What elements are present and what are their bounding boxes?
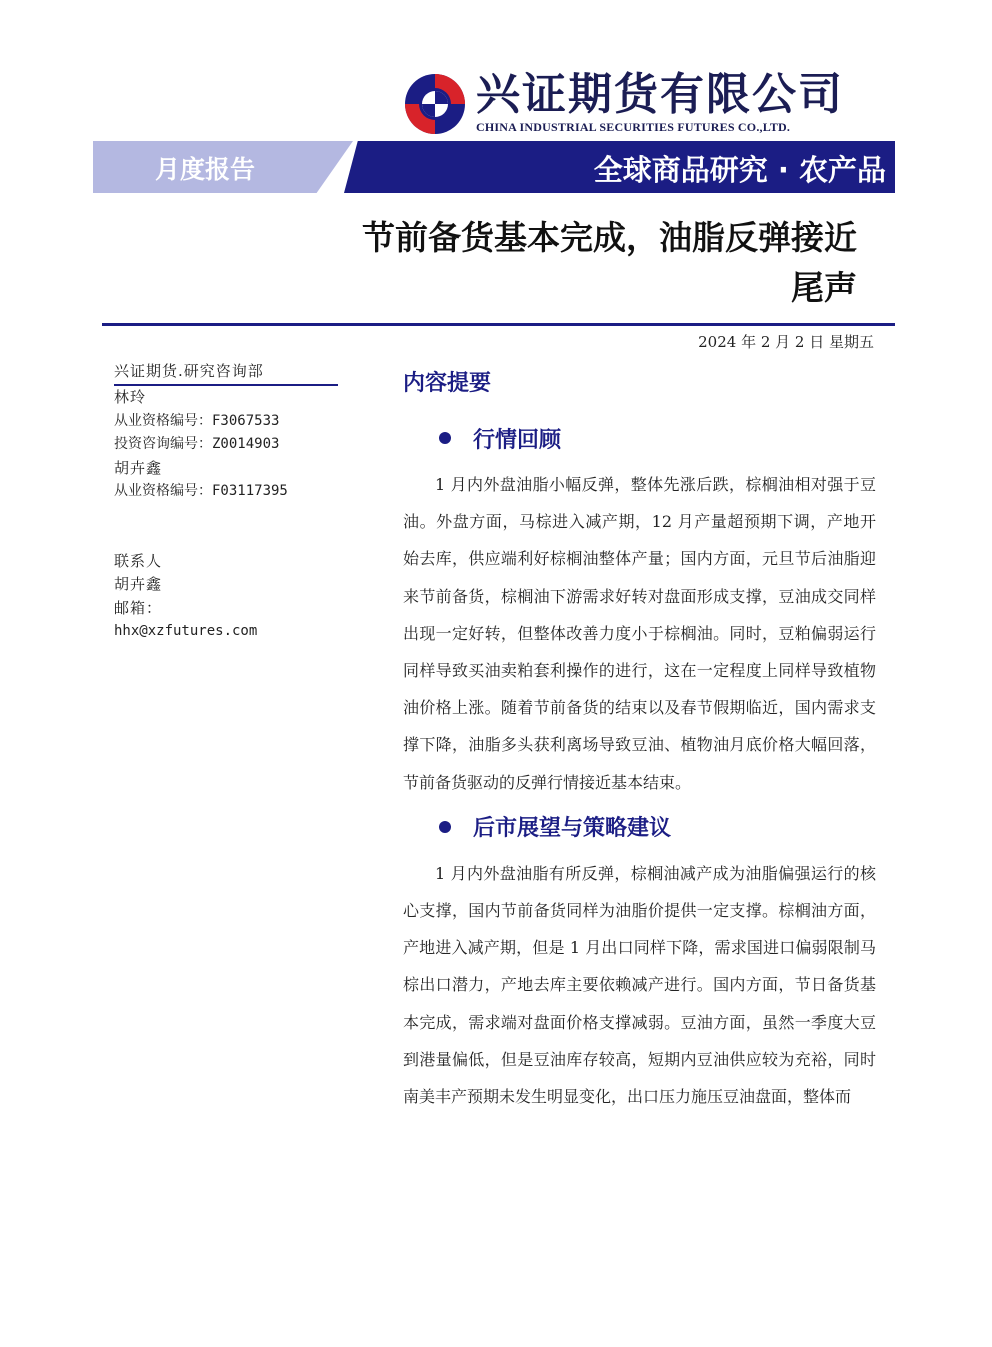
document-title (257, 213, 857, 313)
qualification-number: 从业资格编号：F3067533 (114, 412, 280, 429)
section-title: 行情回顾 (473, 427, 562, 453)
section-heading (403, 416, 876, 460)
section-title: 后市展望与策略建议 (473, 816, 672, 842)
qualification-number: 从业资格编号：F03117395 (114, 483, 288, 499)
main-content (403, 366, 876, 1115)
section-heading (403, 805, 876, 849)
title-line: 尾声 (791, 268, 857, 307)
company-name-en: CHINA INDUSTRIAL SECURITIES FUTURES CO.,LTD. (476, 120, 791, 134)
contact-label: 联系人 (114, 551, 163, 570)
department-name: 兴证期货.研究咨询部 (114, 360, 338, 386)
author-name: 林玲 (114, 388, 147, 406)
email-link[interactable]: hhx@xzfutures.com (114, 623, 258, 639)
contact-name: 胡卉鑫 (114, 575, 163, 593)
company-name-cn: 兴证期货有限公司 (476, 69, 844, 120)
xingzheng-logo-icon (403, 72, 467, 136)
section-body: 1 月内外盘油脂有所反弹，棕榈油减产成为油脂偏强运行的核心支撑，国内节前备货同样为油脂价提供一定支撑。棕榈油方面，产地进入减产期，但是 1 月出口同样下降，需求国进口偏弱限制马棕出口潜力，产地去库主要依赖减产进行。国内方面，节日备货基本完成，需求端对盘面价格支撑减弱。豆油方面，虽然一季度大豆到港量偏低，但是豆油库存较高，短期内豆油供应较为充裕，同时南美丰产预期未发生明显变化，出口压力施压豆油盘面，整体而 (403, 863, 876, 1107)
summary-heading: 内容提要 (403, 371, 492, 396)
consulting-number: 投资咨询编号：Z0014903 (114, 436, 280, 452)
title-divider (102, 323, 895, 326)
bullet-icon (439, 821, 451, 833)
author-name: 胡卉鑫 (114, 458, 163, 477)
title-line: 节前备货基本完成，油脂反弹接近 (362, 218, 857, 257)
email-label: 邮箱： (114, 598, 163, 617)
report-date: 2024 年 2 月 2 日 星期五 (698, 333, 874, 351)
report-category: 全球商品研究 · 农产品 (593, 153, 886, 187)
bullet-icon (439, 432, 451, 444)
section-body: 1 月内外盘油脂小幅反弹，整体先涨后跌，棕榈油相对强于豆油。外盘方面，马棕进入减产期，12 月产量超预期下调，产地开始去库，供应端利好棕榈油整体产量；国内方面，元旦节后油脂迎来节前备货，棕榈油下游需求好转对盘面形成支撑，豆油成交同样出现一定好转，但整体改善力度小于棕榈油。同时，豆粕偏弱运行同样导致买油卖粕套利操作的进行，这在一定程度上同样导致植物油价格上涨。随着节前备货的结束以及春节假期临近，国内需求支撑下降，油脂多头获利离场导致豆油、植物油月底价格大幅回落，节前备货驱动的反弹行情接近基本结束。 (403, 475, 876, 792)
report-type-label: 月度报告 (155, 155, 256, 184)
author-sidebar (114, 360, 338, 644)
